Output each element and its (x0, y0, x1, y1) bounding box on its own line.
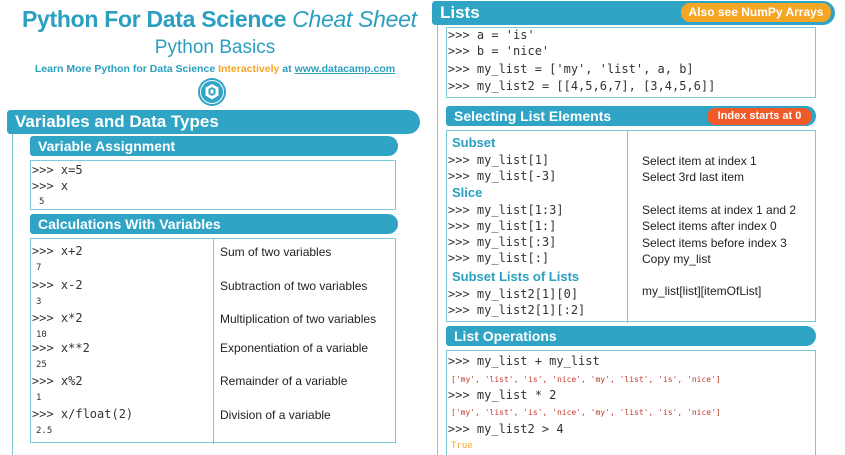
calc-desc: Division of a variable (220, 408, 331, 422)
select-desc: my_list[list][itemOfList] (642, 284, 762, 298)
variable-assignment-header: Variable Assignment (30, 136, 398, 156)
select-code: >>> my_list2[1][0] (448, 287, 579, 301)
calc-code: >>> x%2 (32, 374, 83, 388)
select-desc: Select items after index 0 (642, 219, 777, 233)
select-code: >>> my_list[1:3] (448, 203, 564, 217)
select-code: >>> my_list[-3] (448, 169, 557, 183)
calc-code: >>> x*2 (32, 311, 83, 325)
select-code: >>> my_list[:] (448, 251, 550, 265)
select-code: >>> my_list2[1][:2] (448, 303, 586, 317)
op-code: >>> my_list2 > 4 (448, 422, 564, 436)
lists-section-header: Lists (432, 1, 835, 25)
calc-code: >>> x/float(2) (32, 407, 134, 421)
calc-desc: Subtraction of two variables (220, 279, 368, 293)
code-result: 5 (39, 197, 45, 207)
calc-result: 10 (36, 330, 47, 340)
list-operations-box (446, 350, 816, 455)
op-result: ['my', 'list', 'is', 'nice', 'my', 'list', 'is', 'nice'] (451, 375, 721, 384)
select-desc: Select items at index 1 and 2 (642, 203, 797, 217)
variable-assignment-box (30, 160, 396, 210)
calc-result: 25 (36, 360, 47, 370)
select-desc: Select 3rd last item (642, 170, 745, 184)
calc-result: 7 (36, 263, 42, 273)
page-subtitle: Python Basics (154, 37, 276, 58)
variables-section-header: Variables and Data Types (7, 110, 420, 134)
calc-code: >>> x-2 (32, 278, 83, 292)
datacamp-logo-icon (197, 77, 227, 107)
column-divider (627, 131, 628, 323)
code-line: >>> x=5 (32, 163, 83, 177)
selecting-elements-box (446, 130, 816, 322)
calc-result: 2.5 (36, 426, 53, 436)
calc-desc: Remainder of a variable (220, 374, 348, 388)
calc-desc: Sum of two variables (220, 245, 332, 259)
op-result: ['my', 'list', 'is', 'nice', 'my', 'list', 'is', 'nice'] (451, 408, 721, 417)
calc-result: 3 (36, 297, 42, 307)
select-code: >>> my_list[:3] (448, 235, 557, 249)
select-desc: Select item at index 1 (642, 154, 757, 168)
op-code: >>> my_list * 2 (448, 388, 557, 402)
page-title: Python For Data Science Cheat Sheet (22, 6, 417, 32)
op-code: >>> my_list + my_list (448, 354, 600, 368)
datacamp-link[interactable]: www.datacamp.com (294, 63, 396, 75)
index-note-badge: Index starts at 0 (707, 108, 812, 125)
select-desc: Select items before index 3 (642, 236, 787, 250)
calc-code: >>> x**2 (32, 341, 90, 355)
learn-more-line: Learn More Python for Data Science Interactively at www.datacamp.com (34, 63, 396, 75)
code-line: >>> my_list2 = [[4,5,6,7], [3,4,5,6]] (448, 79, 716, 93)
calc-result: 1 (36, 393, 42, 403)
also-see-numpy-link[interactable]: Also see NumPy Arrays (681, 3, 831, 22)
slice-label: Slice (452, 185, 483, 200)
code-line: >>> my_list = ['my', 'list', a, b] (448, 62, 694, 76)
select-code: >>> my_list[1:] (448, 219, 557, 233)
column-divider (213, 239, 214, 444)
code-line: >>> a = 'is' (448, 28, 535, 42)
list-operations-header: List Operations (446, 326, 816, 346)
calc-code: >>> x+2 (32, 244, 83, 258)
subset-label: Subset (452, 135, 496, 150)
code-line: >>> b = 'nice' (448, 44, 550, 58)
selecting-elements-header: Selecting List Elements (446, 106, 816, 126)
sublists-label: Subset Lists of Lists (452, 269, 580, 284)
select-desc: Copy my_list (642, 252, 711, 266)
op-result: True (451, 441, 473, 451)
list-definitions-box (446, 27, 816, 98)
select-code: >>> my_list[1] (448, 153, 550, 167)
calculations-table (30, 238, 396, 443)
calc-desc: Multiplication of two variables (220, 312, 377, 326)
code-line: >>> x (32, 179, 69, 193)
calculations-header: Calculations With Variables (30, 214, 398, 234)
calc-desc: Exponentiation of a variable (220, 341, 369, 355)
